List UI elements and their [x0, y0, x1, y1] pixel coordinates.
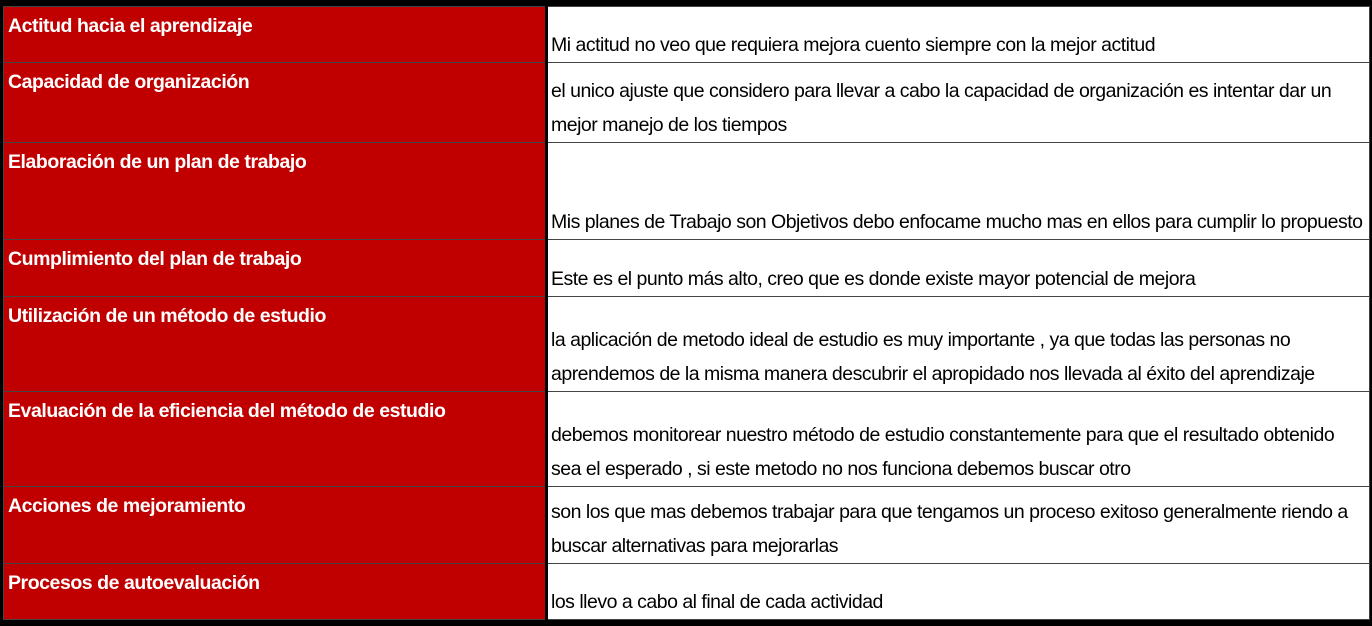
response-cell: Mi actitud no veo que requiera mejora cuento siempre con la mejor actitud	[547, 7, 1370, 63]
table-row	[4, 240, 1370, 297]
table-row	[4, 296, 1370, 392]
criterion-cell: Acciones de mejoramiento	[4, 486, 547, 564]
table-row	[4, 564, 1370, 620]
criterion-cell: Procesos de autoevaluación	[4, 564, 547, 620]
table-row	[4, 486, 1370, 564]
response-cell: Mis planes de Trabajo son Objetivos debo enfocame mucho mas en ellos para cumplir lo propuesto	[547, 143, 1370, 240]
table-row	[4, 392, 1370, 486]
criterion-cell: Evaluación de la eficiencia del método de estudio	[4, 392, 547, 486]
response-cell: los llevo a cabo al final de cada actividad	[547, 564, 1370, 620]
response-cell: Este es el punto más alto, creo que es donde existe mayor potencial de mejora	[547, 240, 1370, 297]
response-cell: la aplicación de metodo ideal de estudio es muy importante , ya que todas las personas no aprendemos de la misma manera descubrir el apropidado nos llevada al éxito del aprendizaje	[547, 296, 1370, 392]
criterion-cell: Capacidad de organización	[4, 62, 547, 143]
self-evaluation-table	[3, 6, 1370, 620]
criterion-cell: Actitud hacia el aprendizaje	[4, 7, 547, 63]
table-row	[4, 7, 1370, 63]
response-cell: el unico ajuste que considero para llevar a cabo la capacidad de organización es intentar dar un mejor manejo de los tiempos	[547, 62, 1370, 143]
table-row	[4, 143, 1370, 240]
criterion-cell: Utilización de un método de estudio	[4, 296, 547, 392]
criterion-cell: Elaboración de un plan de trabajo	[4, 143, 547, 240]
criterion-cell: Cumplimiento del plan de trabajo	[4, 240, 547, 297]
response-cell: debemos monitorear nuestro método de estudio constantemente para que el resultado obtenido sea el esperado , si este metodo no nos funciona debemos buscar otro	[547, 392, 1370, 486]
response-cell: son los que mas debemos trabajar para que tengamos un proceso exitoso generalmente riendo a buscar alternativas para mejorarlas	[547, 486, 1370, 564]
table-row	[4, 62, 1370, 143]
